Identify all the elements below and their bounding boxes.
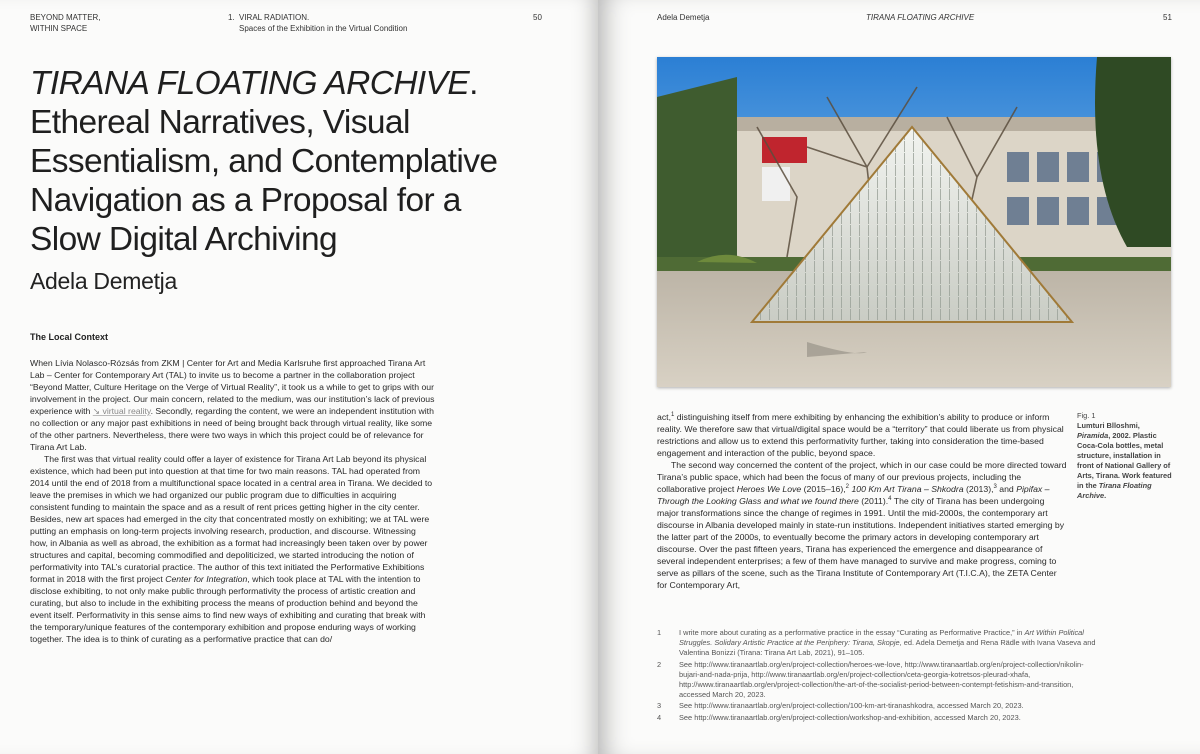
title-italic: TIRANA FLOATING ARCHIVE (30, 65, 470, 102)
page-number: 50 (533, 13, 542, 22)
page-number: 51 (1163, 13, 1172, 22)
left-page (0, 0, 598, 754)
paragraph-second-way: The second way concerned the content of the project, which in our case could be more directed toward Tirana’s public space, which had been the focus of many of our previous projects, including the collaborative project Heroes We Love (2015–16),$^2$ 100 Km Art Tirana – Shkodra (2013),$^3$ and Pipifax – Through the Looking Glass and what we found there (2011).$^4$ The city of Tirana has been undergoing major transformations since the change of regimes in 1991. Until the mid-2000s, the contemporary art discourse in Albania developed mainly in state-run institutions. Independent initiatives started emerging by the latter part of the 2000s, to eventually become the primary actors in developing contemporary art discourse. Over the past fifteen years, Tirana has experienced the emergence and disappearance of several independent enterprises; a few of them have managed to survive and make progress, coming to serve as pillars of the scene, such as the Tirana Institute of Contemporary Art (T.I.C.A), the ZETA Center for Contemporary Art, (657, 460, 1067, 590)
running-head-author: Adela Demetja (657, 13, 710, 22)
footnote-1: 1 I write more about curating as a performative practice in the essay “Curating as Performative Practice,” in Art Within Political Struggles. Solidary Artistic Practice at the Periphery: Tirana, Skopje, ed. Adela Demetja and Rena Rädle with Ivana Vaseva and Valentina Bonizzi (Tirana: Tirana Art Lab, 2021), 91–105. (657, 628, 1096, 657)
chapter-number: 1. (228, 13, 235, 22)
paragraph-continuation: act,$^1$ distinguishing itself from mere exhibiting by enhancing the exhibition’s ability to produce or inform reality. We therefore saw that virtual/digital space would be a “territory” that could liberate us from physical restrictions and allow us to extend this performativity further, taking into consideration the time-based engagement and interaction of the public, beyond space. (657, 412, 1064, 458)
paragraph-2: The first was that virtual reality could offer a layer of existence for Tirana Art Lab beyond its physical existence, which had been put into question at that time for two main reasons. TAL had operated from 2014 until the end of 2018 from a multifunctional space located in a central area in Tirana. We decided to leave the premises in which we had organized our public program due to difficulties in acquiring consistent funding to maintain the space and as a result of rent prices getting higher in the city center. Besides, new art spaces had emerged in the city that concentrated mostly on exhibiting; we at TAL were putting an emphasis on long-term projects involving research, production, and discourse. Witnessing how, in Albania as well as abroad, the exhibition as a format had increasingly been taken over by power structures and capital, becoming commodified and depoliticized, we started introducing the notion of performativity into TAL’s curatorial practice. The author of this text initiated the Performative Exhibitions format in 2018 with the first project Center for Integration, which took place at TAL with the intention to disclose exhibiting, to not only make public through performativity the process of artistic creation and curating, but also to include in the exhibiting process the means of production behind and beyond the event itself. Performativity in this sense aims to find new ways of exhibiting and curating that break with the temporary/unique features of the contemporary exhibition and propose enduring ways of working together. The idea is to think of curating as a performative practice that can do/ (30, 454, 433, 644)
title-rest: . Ethereal Narratives, Visual Essentialism, and Contemplative Navigation as a Proposal for a Slow Digital Archiving (30, 65, 498, 258)
article-author: Adela Demetja (30, 268, 177, 294)
footnote-ref-3[interactable]: 3 (993, 484, 997, 491)
section-heading: The Local Context (30, 332, 109, 342)
pyramid-photo-icon (657, 57, 1171, 387)
caption-body: Lumturi Blloshmi, Piramida, 2002. Plastic Coca-Cola bottles, metal structure, installation in front of National Gallery of Arts, Tirana. Work featured in the Tirana Floating Archive. (1077, 421, 1172, 500)
body-column-right (657, 411, 1067, 591)
figure-caption (1077, 411, 1177, 501)
footnote-ref-4[interactable]: 4 (888, 496, 892, 503)
running-head-title: TIRANA FLOATING ARCHIVE (866, 13, 975, 22)
paragraph-1: When Lívia Nolasco-Rózsás from ZKM | Center for Art and Media Karlsruhe first approached Tirana Art Lab – Center for Contemporary Art (TAL) to invite us to become a partner in the collaboration project “Beyond Matter, Culture Heritage on the Verge of Virtual Reality”, it took us a while to get to grips with our involvement in the project. Our main concern, related to the medium, was our institution’s lack of previous experience with ↘ virtual reality. Secondly, regarding the content, we were an independent institution with no collection or any major past exhibitions in need of being brought back through virtual reality, like some of the other partners. Nevertheless, there were two ways in which this project could be of relevance for Tirana Art Lab. (30, 358, 435, 452)
virtual-reality-link[interactable]: ↘ virtual reality (92, 406, 151, 416)
footnote-3: 3 See http://www.tiranaartlab.org/en/project-collection/100-km-art-tiranashkodra, accessed March 20, 2023. (657, 701, 1024, 710)
running-head-left: BEYOND MATTER, WITHIN SPACE (30, 13, 101, 33)
chapter-title: VIRAL RADIATION. Spaces of the Exhibition in the Virtual Condition (239, 13, 408, 33)
footnote-ref-1[interactable]: 1 (671, 412, 675, 419)
footnote-4: 4 See http://www.tiranaartlab.org/en/project-collection/workshop-and-exhibition, accessed March 20, 2023. (657, 713, 1021, 722)
article-title (30, 64, 570, 259)
body-column-left (30, 357, 435, 645)
right-page (598, 0, 1200, 754)
caption-label: Fig. 1 (1077, 411, 1096, 420)
footnote-2: 2 See http://www.tiranaartlab.org/en/project-collection/heroes-we-love, http://www.tiranaartlab.org/en/project-collection/nikolin-bujari-and-nada-prija, http://www.tiranaartlab.org/en/project-collection/ceta-georgia-kotretsos-pleurad-xhafa, http://www.tiranaartlab.org/en/project-collection/the-art-of-the-socialist-period-between-contempt-fetishism-and-transition, accessed March 20, 2023. (657, 660, 1084, 699)
footnote-ref-2[interactable]: 2 (845, 484, 850, 491)
